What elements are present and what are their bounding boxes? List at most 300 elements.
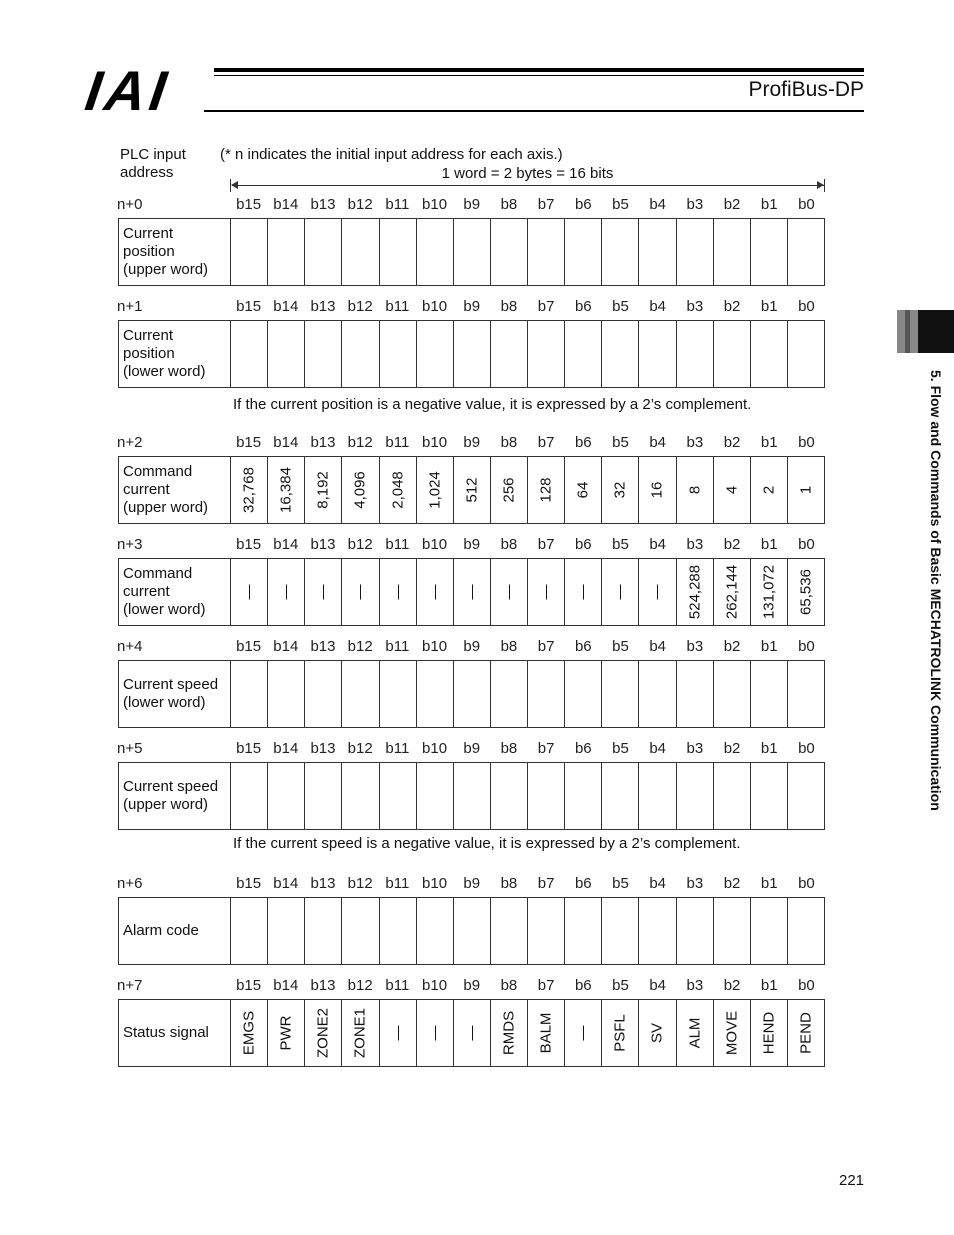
plc-label-line1: PLC input <box>120 146 186 163</box>
bit-cell <box>380 457 417 523</box>
bit-cell <box>417 321 454 387</box>
bit-cell-value: — <box>500 584 518 600</box>
register-row <box>118 558 825 626</box>
bit-label: b9 <box>463 536 481 553</box>
bit-label: b15 <box>236 740 262 757</box>
bit-cell <box>231 661 268 727</box>
register-label <box>119 763 231 829</box>
bit-cell <box>231 763 268 829</box>
register-label <box>119 321 231 387</box>
bit-cell <box>380 1000 417 1066</box>
bit-label: b3 <box>686 298 704 315</box>
bit-label: b8 <box>500 434 518 451</box>
bit-label: b14 <box>273 298 299 315</box>
bit-label: b3 <box>686 638 704 655</box>
bit-cell <box>305 898 342 964</box>
bit-label: b10 <box>422 875 448 892</box>
bit-cell <box>342 321 379 387</box>
bit-label: b14 <box>273 638 299 655</box>
register-address: n+1 <box>117 298 143 315</box>
bit-label: b8 <box>500 638 518 655</box>
bit-cell <box>454 219 491 285</box>
register-row <box>118 999 825 1067</box>
bit-label: b4 <box>649 977 666 994</box>
arrow-right-icon <box>817 181 824 189</box>
bit-cell-value: — <box>426 584 444 600</box>
bit-cell <box>491 457 528 523</box>
bit-cell <box>380 219 417 285</box>
bit-label: b6 <box>574 536 592 553</box>
bit-label: b4 <box>649 434 666 451</box>
page-number: 221 <box>839 1172 865 1189</box>
bit-cell <box>231 1000 268 1066</box>
bit-cell-value: — <box>537 584 555 600</box>
bit-cell <box>491 219 528 285</box>
bit-cell <box>714 219 751 285</box>
bit-cell <box>231 457 268 523</box>
register-label-line: (upper word) <box>123 796 209 813</box>
bit-cell <box>417 661 454 727</box>
bit-cell <box>714 457 751 523</box>
bit-header-row <box>230 298 825 316</box>
bit-cell <box>268 321 305 387</box>
bit-label: b1 <box>760 638 778 655</box>
chapter-tab-stripe <box>905 310 910 353</box>
bit-cell <box>268 898 305 964</box>
bit-cell <box>454 1000 491 1066</box>
bit-label: b13 <box>310 298 336 315</box>
bit-cell <box>342 898 379 964</box>
bit-cell <box>528 763 565 829</box>
bit-cell <box>565 321 602 387</box>
bit-label: b13 <box>310 977 336 994</box>
bit-cell-value: ZONE2 <box>314 1007 332 1059</box>
register-label-line: (lower word) <box>123 601 206 618</box>
bit-cell <box>454 321 491 387</box>
bit-cell <box>417 763 454 829</box>
bit-label: b13 <box>310 196 336 213</box>
bit-header-row <box>230 977 825 995</box>
register-address: n+4 <box>117 638 143 655</box>
bit-cell <box>491 763 528 829</box>
bit-cell <box>231 559 268 625</box>
bit-cell <box>714 1000 751 1066</box>
bit-label: b7 <box>537 740 555 757</box>
bit-cell-value: ALM <box>686 1017 704 1049</box>
bit-cell-value: 131,072 <box>760 564 778 620</box>
bit-cell <box>268 1000 305 1066</box>
bit-cell <box>602 457 639 523</box>
bit-label: b9 <box>463 977 481 994</box>
bit-label: b3 <box>686 740 704 757</box>
register-label <box>119 898 231 964</box>
bit-cell <box>491 1000 528 1066</box>
bit-label: b2 <box>723 536 741 553</box>
bit-label: b15 <box>236 875 262 892</box>
bit-cell <box>751 219 788 285</box>
bit-cell <box>528 559 565 625</box>
bit-cell <box>528 457 565 523</box>
bit-label: b12 <box>347 638 373 655</box>
bit-header-row <box>230 740 825 758</box>
bit-cell-value: 524,288 <box>686 564 704 620</box>
bit-cell <box>528 898 565 964</box>
bit-cell <box>491 661 528 727</box>
bit-label: b5 <box>612 536 629 553</box>
bit-cell <box>714 661 751 727</box>
bit-label: b6 <box>574 298 592 315</box>
bit-cell <box>751 661 788 727</box>
speed-complement-note: If the current speed is a negative value, it is expressed by a 2’s complement. <box>233 835 741 852</box>
header-rule-thin <box>214 75 864 76</box>
bit-cell-value: 128 <box>537 477 555 503</box>
bit-cell <box>528 321 565 387</box>
bit-cell <box>639 219 676 285</box>
axis-address-note: (* n indicates the initial input address for each axis.) <box>220 146 563 163</box>
bit-label: b8 <box>500 740 518 757</box>
bit-label: b5 <box>612 434 629 451</box>
bit-cell <box>639 763 676 829</box>
bit-cell-value: 32,768 <box>240 467 258 513</box>
bit-cell-value: 512 <box>463 477 481 503</box>
bit-cell <box>380 559 417 625</box>
bit-cell <box>565 457 602 523</box>
bit-label: b9 <box>463 196 481 213</box>
bit-label: b14 <box>273 875 299 892</box>
bit-label: b12 <box>347 196 373 213</box>
plc-input-address-label <box>120 146 186 182</box>
bit-cell <box>565 1000 602 1066</box>
bit-label: b6 <box>574 638 592 655</box>
bit-label: b5 <box>612 298 629 315</box>
bit-cell-value: 4 <box>723 485 741 495</box>
bit-cell-value: — <box>611 584 629 600</box>
bit-cell-value: — <box>389 584 407 600</box>
register-label <box>119 219 231 285</box>
bit-header-row <box>230 196 825 214</box>
bit-label: b11 <box>385 434 410 451</box>
bit-cell <box>231 219 268 285</box>
bit-cell <box>565 763 602 829</box>
register-label <box>119 661 231 727</box>
bit-cell-value: 2,048 <box>389 471 407 509</box>
register-label-line: position <box>123 345 175 362</box>
bit-label: b9 <box>463 298 481 315</box>
bit-label: b3 <box>686 434 704 451</box>
register-row <box>118 660 825 728</box>
bit-cell-value: — <box>277 584 295 600</box>
bit-label: b6 <box>574 875 592 892</box>
bit-cell <box>677 661 714 727</box>
bit-label: b11 <box>385 638 410 655</box>
bit-label: b4 <box>649 196 666 213</box>
bit-label: b12 <box>347 434 373 451</box>
bit-cell <box>602 898 639 964</box>
bit-label: b13 <box>310 434 336 451</box>
bit-cell-value: — <box>574 584 592 600</box>
bit-label: b9 <box>463 434 481 451</box>
bit-cell-value: — <box>463 584 481 600</box>
register-address: n+2 <box>117 434 143 451</box>
bit-label: b1 <box>760 434 778 451</box>
word-size-note: 1 word = 2 bytes = 16 bits <box>441 165 614 182</box>
bit-label: b0 <box>798 977 815 994</box>
bit-label: b6 <box>574 434 592 451</box>
bit-label: b0 <box>798 434 815 451</box>
register-label-line: (upper word) <box>123 499 209 516</box>
bit-cell <box>788 219 824 285</box>
bit-label: b15 <box>236 977 262 994</box>
bit-cell-value: SV <box>648 1022 666 1044</box>
bit-cell-value: — <box>389 1025 407 1041</box>
bit-cell <box>305 219 342 285</box>
bit-cell <box>788 661 824 727</box>
bit-label: b0 <box>798 196 815 213</box>
bit-label: b14 <box>273 536 299 553</box>
bit-label: b14 <box>273 977 299 994</box>
bit-cell <box>639 321 676 387</box>
bit-cell <box>231 898 268 964</box>
bit-cell <box>677 763 714 829</box>
bit-cell <box>714 898 751 964</box>
bit-cell <box>305 457 342 523</box>
bit-cell-value: 4,096 <box>351 471 369 509</box>
register-label <box>119 457 231 523</box>
bit-label: b5 <box>612 196 629 213</box>
bit-cell-value: — <box>463 1025 481 1041</box>
bit-label: b11 <box>385 536 410 553</box>
bit-cell <box>380 898 417 964</box>
register-label-line: Status signal <box>123 1024 209 1041</box>
bit-label: b4 <box>649 298 666 315</box>
bit-label: b4 <box>649 638 666 655</box>
bit-label: b10 <box>422 740 448 757</box>
bit-cell-value: PSFL <box>611 1014 629 1052</box>
bit-label: b7 <box>537 298 555 315</box>
bit-label: b11 <box>385 977 410 994</box>
bit-cell <box>565 219 602 285</box>
register-label-line: Current speed <box>123 778 219 795</box>
bit-label: b2 <box>723 298 741 315</box>
register-row <box>118 456 825 524</box>
bit-label: b9 <box>463 875 481 892</box>
bit-label: b13 <box>310 740 336 757</box>
bit-cell-value: — <box>314 584 332 600</box>
bit-label: b12 <box>347 977 373 994</box>
register-label-line: (lower word) <box>123 363 206 380</box>
bit-label: b8 <box>500 875 518 892</box>
bit-cell <box>565 559 602 625</box>
bit-label: b2 <box>723 740 741 757</box>
bit-label: b9 <box>463 638 481 655</box>
bit-cell <box>231 321 268 387</box>
bit-label: b1 <box>760 298 778 315</box>
bit-cell <box>380 321 417 387</box>
bit-label: b3 <box>686 196 704 213</box>
register-label-line: Current speed <box>123 676 219 693</box>
bit-cell <box>602 661 639 727</box>
bit-cell <box>677 898 714 964</box>
bit-cell <box>751 1000 788 1066</box>
bit-label: b12 <box>347 740 373 757</box>
bit-cell <box>639 1000 676 1066</box>
bit-label: b4 <box>649 740 666 757</box>
chapter-tab-dark <box>918 310 954 353</box>
bit-cell <box>417 898 454 964</box>
bit-cell <box>528 219 565 285</box>
bit-cell <box>268 661 305 727</box>
bit-label: b2 <box>723 434 741 451</box>
bit-label: b6 <box>574 196 592 213</box>
bit-label: b11 <box>385 740 410 757</box>
bit-label: b8 <box>500 298 518 315</box>
bit-label: b0 <box>798 298 815 315</box>
bit-cell-value: 1 <box>797 485 815 495</box>
bit-label: b4 <box>649 875 666 892</box>
bit-label: b3 <box>686 536 704 553</box>
bit-cell <box>639 559 676 625</box>
bit-cell <box>788 559 824 625</box>
bit-cell-value: BALM <box>537 1012 555 1054</box>
bit-label: b1 <box>760 196 778 213</box>
bit-cell <box>565 898 602 964</box>
bit-cell-value: 2 <box>760 485 778 495</box>
bit-label: b1 <box>760 977 778 994</box>
bit-cell <box>751 321 788 387</box>
bit-cell-value: — <box>648 584 666 600</box>
register-label-line: Current <box>123 225 174 242</box>
register-label-line: position <box>123 243 175 260</box>
bit-cell <box>788 1000 824 1066</box>
bit-label: b4 <box>649 536 666 553</box>
register-row <box>118 897 825 965</box>
bit-header-row <box>230 875 825 893</box>
dimension-line <box>232 185 824 186</box>
dimension-tick-right <box>824 179 825 192</box>
bit-label: b8 <box>500 196 518 213</box>
bit-cell <box>677 559 714 625</box>
bit-cell <box>342 661 379 727</box>
bit-cell-value: 8,192 <box>314 471 332 509</box>
bit-cell <box>454 559 491 625</box>
bit-label: b7 <box>537 196 555 213</box>
product-title: ProfiBus-DP <box>748 78 864 101</box>
bit-cell <box>305 1000 342 1066</box>
bit-cell-value: PEND <box>797 1012 815 1054</box>
bit-cell <box>714 763 751 829</box>
bit-label: b8 <box>500 536 518 553</box>
bit-cell <box>268 763 305 829</box>
bit-label: b11 <box>385 875 410 892</box>
register-label-line: Current <box>123 327 174 344</box>
bit-cell <box>305 559 342 625</box>
bit-cell <box>677 321 714 387</box>
bit-cell <box>602 1000 639 1066</box>
bit-label: b11 <box>385 196 410 213</box>
bit-cell <box>268 457 305 523</box>
bit-cell-value: PWR <box>277 1015 295 1051</box>
bit-label: b13 <box>310 875 336 892</box>
bit-cell-value: 64 <box>574 481 592 499</box>
bit-label: b7 <box>537 434 555 451</box>
register-label-line: Command <box>123 463 193 480</box>
bit-label: b13 <box>310 638 336 655</box>
bit-label: b10 <box>422 434 448 451</box>
register-address: n+5 <box>117 740 143 757</box>
bit-label: b6 <box>574 977 592 994</box>
bit-label: b2 <box>723 875 741 892</box>
bit-header-row <box>230 638 825 656</box>
bit-cell <box>417 1000 454 1066</box>
bit-cell <box>602 321 639 387</box>
bit-label: b10 <box>422 298 448 315</box>
bit-cell-value: — <box>426 1025 444 1041</box>
bit-cell <box>342 219 379 285</box>
bit-cell <box>491 559 528 625</box>
bit-label: b7 <box>537 875 555 892</box>
bit-label: b1 <box>760 740 778 757</box>
bit-cell <box>342 763 379 829</box>
bit-label: b2 <box>723 977 741 994</box>
bit-label: b2 <box>723 196 741 213</box>
register-row <box>118 762 825 830</box>
bit-label: b1 <box>760 875 778 892</box>
bit-label: b0 <box>798 638 815 655</box>
bit-cell-value: 16,384 <box>277 467 295 513</box>
bit-label: b15 <box>236 638 262 655</box>
arrow-left-icon <box>231 181 238 189</box>
chapter-title-vertical: 5. Flow and Commands of Basic MECHATROLINK Communication <box>928 370 944 811</box>
bit-label: b12 <box>347 875 373 892</box>
bit-cell <box>751 559 788 625</box>
register-label-line: Alarm code <box>123 922 199 939</box>
position-complement-note: If the current position is a negative value, it is expressed by a 2’s complement. <box>233 396 752 413</box>
bit-cell <box>417 457 454 523</box>
bit-cell <box>380 661 417 727</box>
bit-cell-value: HEND <box>760 1011 778 1055</box>
bit-cell <box>602 219 639 285</box>
bit-cell <box>788 457 824 523</box>
bit-cell-value: — <box>574 1025 592 1041</box>
bit-cell <box>788 321 824 387</box>
bit-cell <box>454 457 491 523</box>
bit-label: b11 <box>385 298 410 315</box>
bit-label: b13 <box>310 536 336 553</box>
bit-cell <box>528 661 565 727</box>
bit-cell-value: MOVE <box>723 1010 741 1056</box>
bit-cell <box>714 321 751 387</box>
header-rule-bottom <box>204 110 864 112</box>
bit-cell-value: 65,536 <box>797 569 815 615</box>
bit-label: b10 <box>422 196 448 213</box>
bit-label: b14 <box>273 434 299 451</box>
register-address: n+0 <box>117 196 143 213</box>
bit-label: b15 <box>236 298 262 315</box>
bit-label: b5 <box>612 638 629 655</box>
bit-cell-value: 8 <box>686 485 704 495</box>
bit-label: b6 <box>574 740 592 757</box>
header-rule-top <box>214 68 864 72</box>
register-address: n+3 <box>117 536 143 553</box>
bit-cell <box>417 219 454 285</box>
bit-cell <box>342 1000 379 1066</box>
bit-label: b5 <box>612 740 629 757</box>
register-label-line: Command <box>123 565 193 582</box>
bit-label: b12 <box>347 536 373 553</box>
bit-label: b5 <box>612 875 629 892</box>
register-label <box>119 559 231 625</box>
bit-cell <box>305 321 342 387</box>
